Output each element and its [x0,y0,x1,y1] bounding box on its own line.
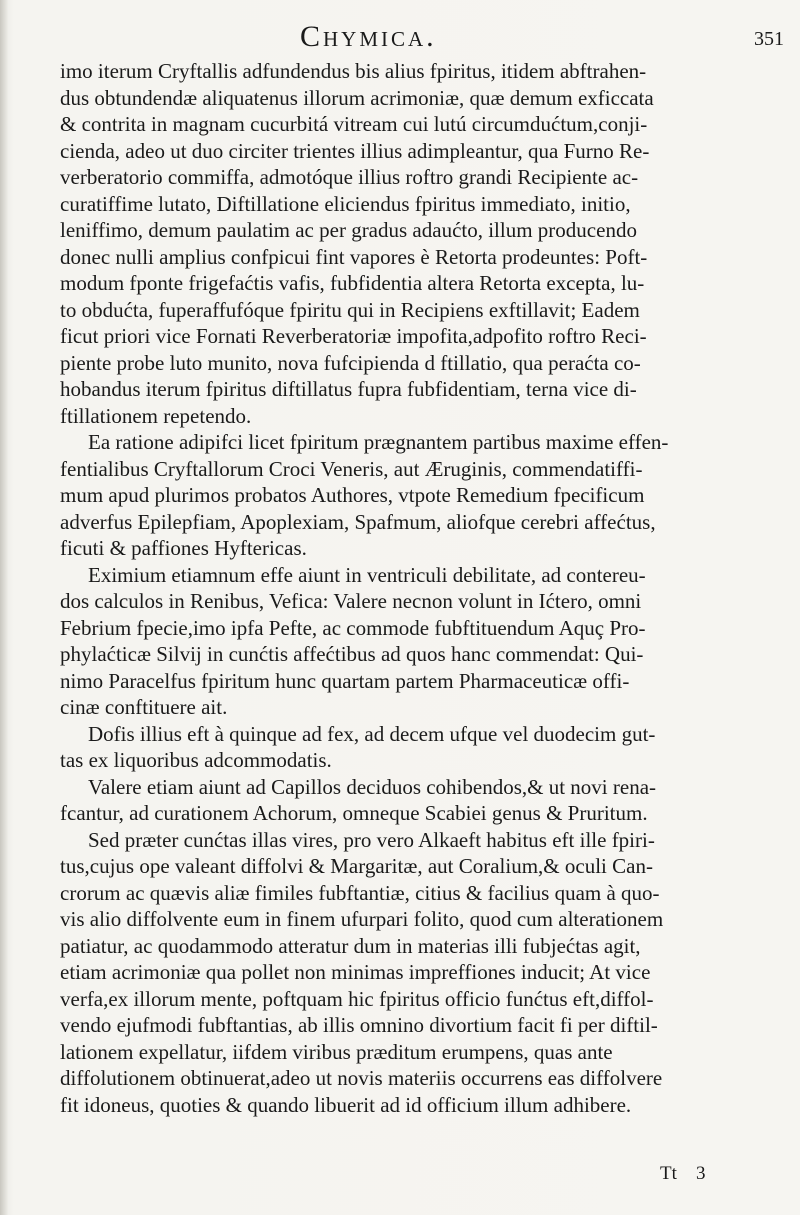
running-head: Chymica. [300,20,437,53]
text-line: verfa,ex illorum mente, poftquam hic fpiritus officio funćtus eft,diffol- [60,986,654,1011]
body-text [60,58,782,1118]
text-line: dus obtundendæ aliquatenus illorum acrimoniæ, quæ demum exficcata [60,85,654,110]
page-header [70,18,790,62]
text-line: donec nulli amplius confpicui fint vapores è Retorta prodeuntes: Poft- [60,244,648,269]
text-line: cinæ conftituere ait. [60,695,228,719]
text-line: & contrita in magnam cucurbitá vitream cui lutú circumdućtum,conji- [60,112,648,136]
page-footer [660,1163,780,1193]
text-line: lationem expellatur, iifdem viribus præditum erumpens, quas ante [60,1039,613,1064]
text-line: Sed præter cunćtas illas vires, pro vero Alkaeft habitus eft ille fpiri- [88,827,655,852]
text-line: vis alio diffolvente eum in finem ufurpari folito, quod cum alterationem [60,907,664,931]
text-line: crorum ac quævis aliæ fimiles fubftantiæ, citius & facilius quam à quo- [60,880,660,905]
text-line: curatiffime lutato, Diftillatione eliciendus fpiritus immediato, initio, [60,191,631,216]
text-line: piente probe luto munito, nova fufcipienda d ftillatio, qua peraćta co- [60,350,641,375]
text-line: nimo Paracelfus fpiritum hunc quartam partem Pharmaceuticæ offi- [60,668,630,693]
text-line: ftillationem repetendo. [60,403,252,428]
text-line: adverfus Epilepfiam, Apoplexiam, Spafmum, aliofque cerebri affećtus, [60,509,656,534]
text-line: Valere etiam aiunt ad Capillos deciduos cohibendos,& ut novi rena- [88,774,657,799]
text-line: vendo ejufmodi fubftantias, ab illis omnino divortium facit fi per diftil- [60,1013,658,1037]
text-line: ficut priori vice Fornati Reverberatoriæ impofita,adpofito roftro Reci- [60,324,647,348]
text-line: cienda, adeo ut duo circiter trientes illius adimpleantur, qua Furno Re- [60,138,650,163]
text-line: hobandus iterum fpiritus diftillatus fupra fubfidentiam, terna vice di- [60,377,637,401]
catchword: 3 [696,1163,706,1184]
page-number: 351 [754,28,784,50]
text-line: fentialibus Cryftallorum Croci Veneris, aut Æruginis, commendatiffi- [60,456,643,481]
text-line: Eximium etiamnum effe aiunt in ventriculi debilitate, ad contereu- [88,562,646,587]
text-line: Ea ratione adipifci licet fpiritum prægnantem partibus maxime effen- [88,430,669,454]
text-line: mum apud plurimos probatos Authores, vtpote Remedium fpecificum [60,483,645,507]
text-line: diffolutionem obtinuerat,adeo ut novis materiis occurrens eas diffolvere [60,1066,663,1090]
text-line: imo iterum Cryftallis adfundendus bis alius fpiritus, itidem abftrahen- [60,59,647,83]
text-line: fit idoneus, quoties & quando libuerit ad id officium illum adhibere. [60,1092,632,1117]
text-line: phylaćticæ Silvij in cunćtis affećtibus ad quos hanc commendat: Qui- [60,642,644,666]
page-gutter [0,0,8,1215]
text-line: Febrium fpecie,imo ipfa Pefte, ac commode fubftituendum Aquç Pro- [60,615,646,640]
text-line: tas ex liquoribus adcommodatis. [60,748,332,772]
text-line: etiam acrimoniæ qua pollet non minimas impreffiones inducit; At vice [60,960,651,984]
signature-mark: Tt [660,1163,677,1184]
text-line: ficuti & paffiones Hyftericas. [60,536,307,560]
text-line: verberatorio commiffa, admotóque illius roftro grandi Recipiente ac- [60,165,639,189]
text-line: patiatur, ac quodammodo atteratur dum in materias illi fubjećtas agit, [60,933,641,958]
text-line: to obdućta, fuperaffufóque fpiritu qui in Recipiens exftillavit; Eadem [60,297,640,322]
text-line: leniffimo, demum paulatim ac per gradus adaućto, illum producendo [60,218,637,242]
text-line: Dofis illius eft à quinque ad fex, ad decem ufque vel duodecim gut- [88,721,656,746]
text-line: dos calculos in Renibus, Vefica: Valere necnon volunt in Ićtero, omni [60,589,642,613]
text-line: modum fponte frigefaćtis vafis, fubfidentia altera Retorta excepta, lu- [60,271,645,295]
text-line: fcantur, ad curationem Achorum, omneque Scabiei genus & Pruritum. [60,801,648,825]
text-line: tus,cujus ope valeant diffolvi & Margaritæ, aut Coralium,& oculi Can- [60,854,653,878]
